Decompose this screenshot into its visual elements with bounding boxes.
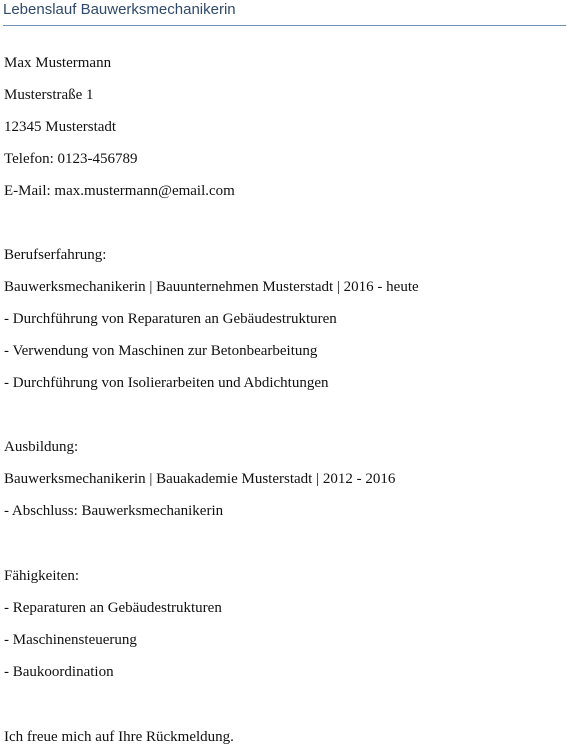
contact-email: E-Mail: max.mustermann@email.com [4, 183, 235, 199]
experience-item: - Verwendung von Maschinen zur Betonbearbeitung [4, 343, 318, 359]
education-position: Bauwerksmechanikerin | Bauakademie Musterstadt | 2012 - 2016 [4, 471, 396, 487]
skills-item: - Baukoordination [4, 664, 114, 680]
skills-item: - Maschinensteuerung [4, 632, 137, 648]
title-divider [3, 25, 566, 26]
contact-city: 12345 Musterstadt [4, 119, 117, 135]
education-heading: Ausbildung: [4, 439, 79, 455]
skills-heading: Fähigkeiten: [4, 568, 79, 584]
experience-heading: Berufserfahrung: [4, 247, 107, 263]
contact-street: Musterstraße 1 [4, 87, 94, 103]
education-item: - Abschluss: Bauwerksmechanikerin [4, 503, 224, 519]
contact-name: Max Mustermann [4, 55, 112, 71]
experience-position: Bauwerksmechanikerin | Bauunternehmen Musterstadt | 2016 - heute [4, 279, 419, 295]
document-title: Lebenslauf Bauwerksmechanikerin [3, 1, 236, 18]
experience-item: - Durchführung von Isolierarbeiten und Abdichtungen [4, 375, 329, 391]
skills-item: - Reparaturen an Gebäudestrukturen [4, 600, 222, 616]
contact-phone: Telefon: 0123-456789 [4, 151, 138, 167]
experience-item: - Durchführung von Reparaturen an Gebäudestrukturen [4, 311, 337, 327]
closing-line: Ich freue mich auf Ihre Rückmeldung. [4, 729, 234, 745]
